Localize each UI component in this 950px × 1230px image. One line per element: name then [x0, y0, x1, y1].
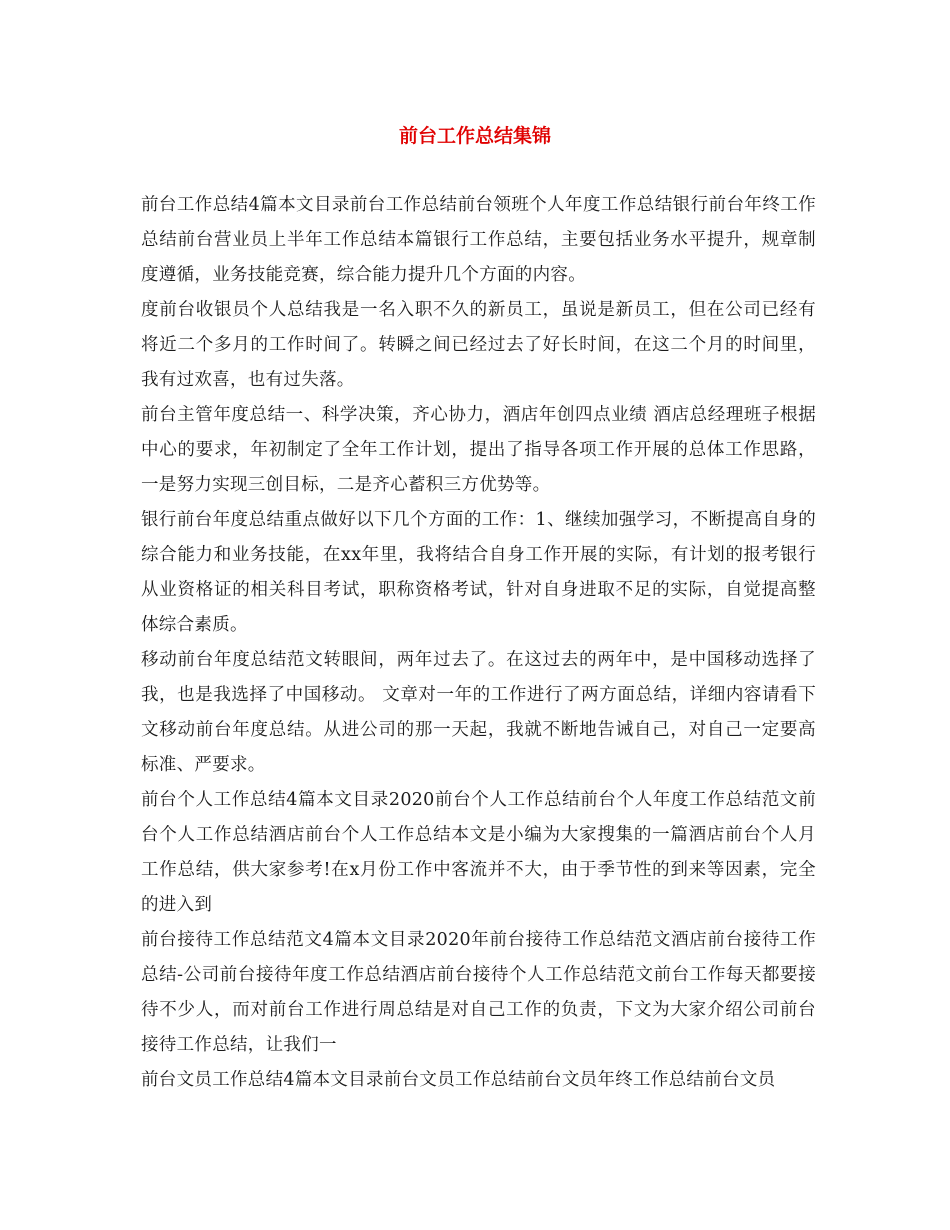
paragraph-1: 前台工作总结4篇本文目录前台工作总结前台领班个人年度工作总结银行前台年终工作总结前台营业员上半年工作总结本篇银行工作总结，主要包括业务水平提升，规章制度遵循，业务技能竞赛，综合能力提升几个方面的内容。 — [141, 195, 816, 285]
paragraph-5: 移动前台年度总结范文转眼间，两年过去了。在这过去的两年中，是中国移动选择了我，也是我选择了中国移动。 文章对一年的工作进行了两方面总结，详细内容请看下文移动前台年度总结。从进公司的那一天起，我就不断地告诫自己，对自己一定要高标准、严要求。 — [141, 650, 816, 775]
paragraph-7: 前台接待工作总结范文4篇本文目录2020年前台接待工作总结范文酒店前台接待工作总结-公司前台接待年度工作总结酒店前台接待个人工作总结范文前台工作每天都要接待不少人，而对前台工作进行周总结是对自己工作的负责，下文为大家介绍公司前台接待工作总结，让我们一 — [141, 930, 816, 1055]
paragraph-2: 度前台收银员个人总结我是一名入职不久的新员工，虽说是新员工，但在公司已经有将近二个多月的工作时间了。转瞬之间已经过去了好长时间，在这二个月的时间里，我有过欢喜，也有过失落。 — [141, 300, 816, 390]
paragraph-6: 前台个人工作总结4篇本文目录2020前台个人工作总结前台个人年度工作总结范文前台个人工作总结酒店前台个人工作总结本文是小编为大家搜集的一篇酒店前台个人月工作总结，供大家参考!在x月份工作中客流并不大，由于季节性的到来等因素，完全的进入到 — [141, 790, 816, 915]
paragraph-4: 银行前台年度总结重点做好以下几个方面的工作：1、继续加强学习，不断提高自身的综合能力和业务技能，在xx年里，我将结合自身工作开展的实际，有计划的报考银行从业资格证的相关科目考试，职称资格考试，针对自身进取不足的实际，自觉提高整体综合素质。 — [141, 510, 816, 635]
document-body — [141, 188, 816, 1098]
paragraph-3: 前台主管年度总结一、科学决策，齐心协力，酒店年创四点业绩 酒店总经理班子根据中心的要求，年初制定了全年工作计划，提出了指导各项工作开展的总体工作思路，一是努力实现三创目标，二是齐心蓄积三方优势等。 — [141, 405, 816, 495]
document-title: 前台工作总结集锦 — [398, 125, 551, 147]
paragraph-8: 前台文员工作总结4篇本文目录前台文员工作总结前台文员年终工作总结前台文员 — [141, 1070, 776, 1090]
